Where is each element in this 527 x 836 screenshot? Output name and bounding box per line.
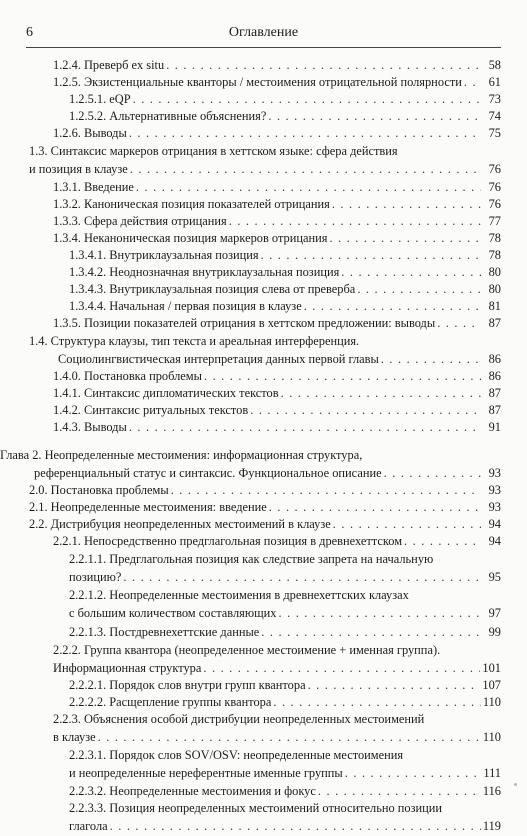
toc-page-number: 76 (488, 162, 501, 176)
toc-entry-title: 2.2.1. Непосредственно предглагольная позиция в древнехеттском (53, 534, 403, 548)
toc-entry-title: в клаузе (53, 730, 96, 744)
toc-page-number: 99 (488, 625, 501, 639)
toc-page-number: 58 (488, 58, 501, 72)
toc-page-number: 93 (488, 466, 501, 480)
toc-page-number: 77 (488, 214, 501, 228)
page-number: 6 (26, 25, 33, 40)
toc-page-number: 81 (488, 299, 501, 313)
dot-leader (304, 297, 481, 316)
dot-leader (341, 263, 481, 282)
toc-entry-title: 2.2.3.2. Неопределенные местоимения и фокус (69, 784, 316, 798)
toc-page-number: 74 (488, 109, 501, 123)
toc-page-number: 78 (488, 231, 501, 245)
dot-leader (136, 178, 481, 197)
toc-entry-title: 1.3.1. Введение (53, 180, 134, 194)
toc-entry-title: с большим количеством составляющих (69, 606, 277, 620)
toc-page-number: 80 (488, 282, 501, 296)
toc-entry-title: 2.2.1.3. Постдревнехеттские данные (69, 625, 260, 639)
toc-page-number: 87 (488, 403, 501, 417)
toc-entry-title: 1.3.4.3. Внутриклаузальная позиция слева от преверба (69, 282, 356, 296)
toc-entry-title: 2.2.3. Объяснения особой дистрибуции неопределенных местоимений (53, 712, 425, 726)
toc-page-number: 87 (488, 316, 501, 330)
toc-page-number: 80 (488, 265, 501, 279)
dot-leader (404, 532, 481, 551)
dot-leader (269, 498, 481, 517)
toc-entry-title: 1.4.0. Постановка проблемы (53, 369, 202, 383)
toc-entry-title: 1.3.4.4. Начальная / первая позиция в клаузе (69, 299, 302, 313)
toc-entry-title: и позиция в клаузе (29, 162, 128, 176)
toc-entry-title: 1.2.4. Преверб ex situ (53, 58, 165, 72)
toc-page-number: 76 (488, 197, 501, 211)
toc-page-number: 75 (488, 126, 501, 140)
toc-page-number: 61 (488, 75, 501, 89)
toc-entry-title: 2.2.1.2. Неопределенные местоимения в древнехеттских клаузах (69, 588, 409, 602)
toc-entry-title: Глава 2. Неопределенные местоимения: информационная структура, (0, 448, 363, 462)
toc-entry-title: глагола (69, 819, 108, 833)
toc-entry-title: 2.1. Неопределенные местоимения: введение (29, 500, 267, 514)
toc-entry-title: 1.4.2. Синтаксис ритуальных текстов (53, 403, 249, 417)
dot-leader (123, 568, 481, 587)
dot-leader (357, 280, 481, 299)
dot-leader (171, 481, 481, 500)
toc-entry-title: 2.2.1.1. Предглагольная позиция как следствие запрета на начальную (69, 552, 434, 566)
toc-entry-title: позицию? (69, 570, 122, 584)
dot-leader (308, 676, 481, 695)
toc-page-number: 101 (482, 661, 501, 675)
toc-entry-title: 2.2. Дистрибуция неопределенных местоимений в клаузе (29, 517, 331, 531)
toc-entry-title: 2.2.2.1. Порядок слов внутри групп квантора (69, 678, 306, 692)
toc-page-number: 78 (488, 248, 501, 262)
dot-leader (110, 817, 481, 836)
toc-page-number: 110 (482, 695, 501, 709)
dot-leader (130, 160, 481, 179)
toc-entry-title: 2.2.2.2. Расщепление группы квантора (69, 695, 272, 709)
dot-leader (329, 229, 481, 248)
dot-leader (273, 693, 481, 712)
toc-entry-title: 1.2.5. Экзистенциальные кванторы / местоимения отрицательной полярности (53, 75, 462, 89)
dot-leader (129, 124, 481, 143)
dot-leader (129, 418, 481, 437)
toc-entry-title: 2.2.3.3. Позиция неопределенных местоимений относительно позиции (69, 801, 443, 815)
toc-page-number: 94 (488, 534, 501, 548)
toc-page-number: 73 (488, 92, 501, 106)
toc-page-number: 116 (482, 784, 501, 798)
toc-page-number: 95 (488, 570, 501, 584)
toc-page-number: 86 (488, 352, 501, 366)
header-rule (26, 47, 501, 48)
dot-leader (333, 515, 481, 534)
toc-entry-title: 2.0. Постановка проблемы (29, 483, 169, 497)
toc-entry-title: 1.3.4.2. Неоднозначная внутриклаузальная позиция (69, 265, 340, 279)
dot-leader (437, 314, 481, 333)
dot-leader (345, 764, 481, 783)
toc-page-number: 119 (482, 819, 501, 833)
toc-page-number: 110 (482, 730, 501, 744)
dot-leader (261, 623, 481, 642)
dot-leader (98, 728, 481, 747)
toc-entry-title: 1.4.1. Синтаксис дипломатических текстов (53, 386, 279, 400)
toc-page-number: 93 (488, 483, 501, 497)
dot-leader (261, 246, 481, 265)
toc-page-number: 97 (488, 606, 501, 620)
dot-leader (204, 367, 481, 386)
toc-entry-title: 1.3.2. Каноническая позиция показателей отрицания (53, 197, 330, 211)
dot-leader (279, 604, 482, 623)
toc-entry-title: 1.3.5. Позиции показателей отрицания в хеттском предложении: выводы (53, 316, 436, 330)
toc-page-number: 94 (488, 517, 501, 531)
dot-leader (166, 56, 481, 75)
toc-page-number: 111 (483, 766, 501, 780)
toc-entry-title: 1.3.3. Сфера действия отрицания (53, 214, 227, 228)
dot-leader (203, 659, 480, 678)
dot-leader (381, 350, 481, 369)
toc-entry-title: 1.3.4. Неканоническая позиция маркеров отрицания (53, 231, 328, 245)
toc-page-number: 93 (488, 500, 501, 514)
dot-leader (281, 384, 481, 403)
toc-entry-title: Информационная структура (53, 661, 202, 675)
toc-entry-title: 1.2.5.1. eQP (69, 92, 131, 106)
dot-leader (229, 212, 481, 231)
page-header (26, 25, 501, 45)
toc-entry-title: 1.3.4.1. Внутриклаузальная позиция (69, 248, 259, 262)
running-title: Оглавление (228, 25, 299, 40)
toc-entry-title: 1.3. Синтаксис маркеров отрицания в хеттском языке: сфера действия (29, 144, 398, 158)
toc-entry-title: 1.4. Структура клаузы, тип текста и ареальная интерференция. (29, 334, 360, 348)
toc-entry-title: 2.2.3.1. Порядок слов SOV/OSV: неопределенные местоимения (69, 748, 404, 762)
toc-entry-title: 2.2.2. Группа квантора (неопределенное местоимение + именная группа). (53, 643, 441, 657)
toc-entry-title: 1.4.3. Выводы (53, 420, 127, 434)
dot-leader (384, 464, 481, 483)
toc-entry-title: референциальный статус и синтаксис. Функциональное описание (34, 466, 382, 480)
dot-leader (332, 195, 481, 214)
toc-page-number: 86 (488, 369, 501, 383)
toc-entry-title: 1.2.6. Выводы (53, 126, 127, 140)
toc-entry-title: и неопределенные нереферентные именные группы (69, 766, 343, 780)
page-speck (514, 783, 517, 786)
toc-page-number: 107 (482, 678, 501, 692)
dot-leader (133, 90, 481, 109)
dot-leader (464, 73, 481, 92)
toc-page-number: 91 (488, 420, 501, 434)
toc-entry-title: 1.2.5.2. Альтернативные объяснения? (69, 109, 267, 123)
dot-leader (250, 401, 481, 420)
dot-leader (318, 782, 481, 801)
toc-page-number: 76 (488, 180, 501, 194)
dot-leader (268, 107, 481, 126)
toc-page-number: 87 (488, 386, 501, 400)
toc-entry-title: Социолингвистическая интерпретация данных первой главы (58, 352, 379, 366)
